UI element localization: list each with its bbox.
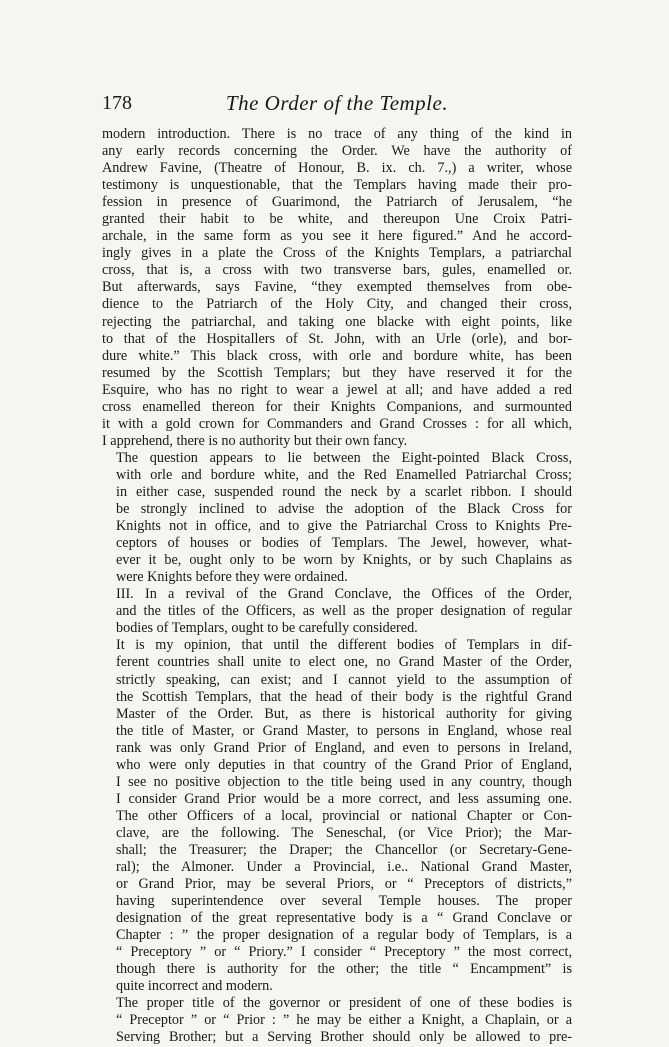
page-number: 178: [102, 92, 132, 114]
text-line: clave, are the following. The Seneschal, (or Vice Prior); the Mar-: [116, 824, 572, 841]
text-line: fession in presence of Guarimond, the Patriarch of Jerusalem, “he: [102, 194, 572, 211]
text-line: and the titles of the Officers, as well as the proper designation of regular: [116, 603, 572, 620]
text-line: “ Preceptor ” or “ Prior : ” he may be either a Knight, a Chaplain, or a: [116, 1012, 572, 1029]
paragraph: [102, 995, 572, 1046]
body-text: [102, 126, 572, 1047]
text-line: The proper title of the governor or president of one of these bodies is: [116, 995, 572, 1012]
text-line: ever it be, ought only to be worn by Knights, or by such Chaplains as: [116, 552, 572, 569]
text-line: ferent countries shall unite to elect one, no Grand Master of the Order,: [116, 654, 572, 671]
text-line: ral); the Almoner. Under a Provincial, i.e.. National Grand Master,: [116, 859, 572, 876]
text-line: Knights not in office, and to give the Patriarchal Cross to Knights Pre-: [116, 518, 572, 535]
text-line: bodies of Templars, ought to be carefully considered.: [116, 620, 418, 637]
text-line: testimony is unquestionable, that the Templars having made their pro-: [102, 177, 572, 194]
text-line: Chapter : ” the proper designation of a regular body of Templars, is a: [116, 927, 572, 944]
text-line: to that of the Hospitallers of St. John, with an Urle (orle), and bor-: [102, 330, 572, 347]
text-line: any early records concerning the Order. We have the authority of: [102, 143, 572, 160]
text-line: cross, that is, a cross with two transverse bars, gules, enamelled or.: [102, 262, 572, 279]
page-header: [102, 90, 572, 120]
text-line: Andrew Favine, (Theatre of Honour, B. ix. ch. 7.,) a writer, whose: [102, 160, 572, 177]
text-line: ceptors of houses or bodies of Templars. The Jewel, however, what-: [116, 535, 572, 552]
text-line: in either case, suspended round the neck by a scarlet ribbon. I should: [116, 483, 572, 500]
paragraph: [102, 586, 572, 637]
text-line: or Grand Prior, may be several Priors, or “ Preceptors of districts,”: [116, 876, 572, 893]
text-line: It is my opinion, that until the different bodies of Templars in dif-: [116, 637, 572, 654]
text-line: shall; the Treasurer; the Draper; the Chancellor (or Secretary-Gene-: [116, 841, 572, 858]
text-line: But afterwards, says Favine, “they exempted themselves from obe-: [102, 279, 572, 296]
text-line: having superintendence over several Temple houses. The proper: [116, 893, 572, 910]
text-line: dure white.” This black cross, with orle and bordure white, has been: [102, 347, 572, 364]
text-line: I see no positive objection to the title being used in any country, though: [116, 773, 572, 790]
text-line: rejecting the patriarchal, and taking one blacke with eight points, like: [102, 313, 572, 330]
text-line: it with a gold crown for Commanders and Grand Crosses : for all which,: [102, 415, 572, 432]
text-line: dience to the Patriarch of the Holy City, and changed their cross,: [102, 296, 572, 313]
text-line: cross enamelled thereon for their Knights Companions, and surmounted: [102, 398, 572, 415]
running-title: The Order of the Temple.: [225, 91, 449, 115]
text-line: The question appears to lie between the Eight-pointed Black Cross,: [116, 449, 572, 466]
book-page: [102, 90, 572, 1047]
text-line: were Knights before they were ordained.: [116, 569, 348, 586]
text-line: Serving Brother; but a Serving Brother should only be allowed to pre-: [116, 1029, 572, 1046]
text-line: resumed by the Scottish Templars; but they have reserved it for the: [102, 364, 572, 381]
text-line: Master of the Order. But, as there is historical authority for giving: [116, 705, 572, 722]
text-line: rank was only Grand Prior of England, and even to persons in Ireland,: [116, 739, 572, 756]
text-line: ingly gives in a plate the Cross of the Knights Templars, a patriarchal: [102, 245, 572, 262]
text-line: be strongly inclined to advise the adoption of the Black Cross for: [116, 501, 572, 518]
text-line: quite incorrect and modern.: [116, 978, 273, 995]
text-line: with orle and bordure white, and the Red Enamelled Patriarchal Cross;: [116, 466, 572, 483]
paragraph: [102, 126, 572, 450]
text-line: designation of the great representative body is a “ Grand Conclave or: [116, 910, 572, 927]
text-line: the title of Master, or Grand Master, to persons in England, whose real: [116, 722, 572, 739]
text-line: I consider Grand Prior would be a more correct, and less assuming one.: [116, 790, 572, 807]
text-line: granted their habit to be white, and thereupon Une Croix Patri-: [102, 211, 572, 228]
text-line: the Scottish Templars, that the head of their body is the rightful Grand: [116, 688, 572, 705]
text-line: Esquire, who has no right to wear a jewel at all; and have added a red: [102, 381, 572, 398]
paragraph: [102, 450, 572, 586]
text-line: though there is authority for the other; the title “ Encampment” is: [116, 961, 572, 978]
text-line: who were only deputies in that country of the Grand Prior of England,: [116, 756, 572, 773]
text-line: archale, in the same form as you see it here figured.” And he accord-: [102, 228, 572, 245]
text-line: strictly speaking, can exist; and I cannot yield to the assumption of: [116, 671, 572, 688]
text-line: The other Officers of a local, provincial or national Chapter or Con-: [116, 807, 572, 824]
text-line: III. In a revival of the Grand Conclave, the Offices of the Order,: [116, 586, 572, 603]
text-line: modern introduction. There is no trace of any thing of the kind in: [102, 126, 572, 142]
paragraph: [102, 637, 572, 995]
text-line: “ Preceptory ” or “ Priory.” I consider “ Preceptory ” the most correct,: [116, 944, 572, 961]
text-line: I apprehend, there is no authority but their own fancy.: [102, 432, 408, 449]
